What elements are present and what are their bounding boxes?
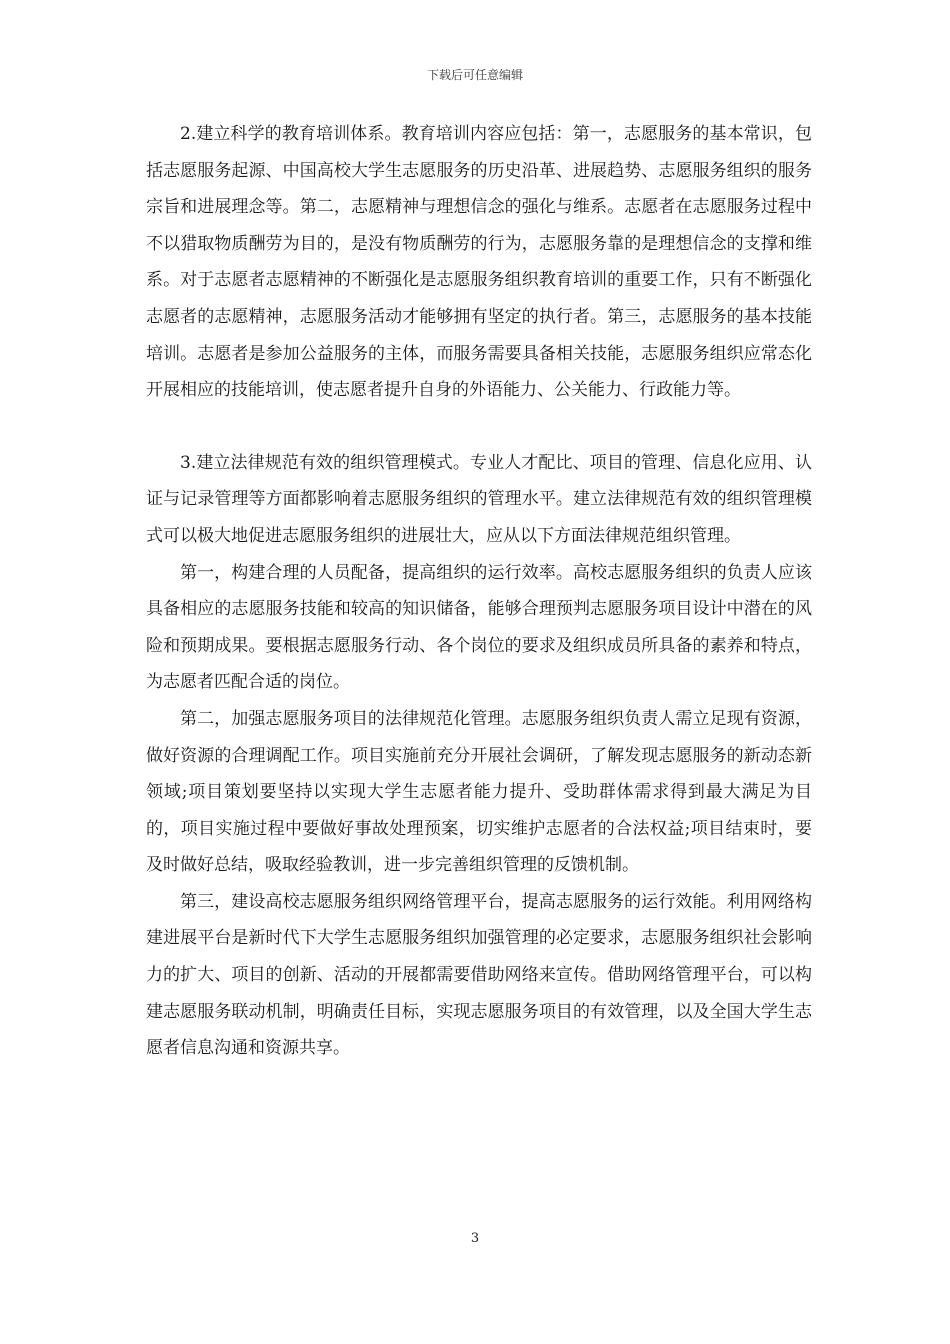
paragraph-education-training: 2.建立科学的教育培训体系。教育培训内容应包括：第一，志愿服务的基本常识，包括志愿服务起源、中国高校大学生志愿服务的历史沿革、进展趋势、志愿服务组织的服务宗旨和进展理念等。第二，志愿精神与理想信念的强化与维系。志愿者在志愿服务过程中不以猎取物质酬劳为目的，是没有物质酬劳的行为，志愿服务靠的是理想信念的支撑和维系。对于志愿者志愿精神的不断强化是志愿服务组织教育培训的重要工作，只有不断强化志愿者的志愿精神，志愿服务活动才能够拥有坚定的执行者。第三，志愿服务的基本技能培训。志愿者是参加公益服务的主体，而服务需要具备相关技能，志愿服务组织应常态化开展相应的技能培训，使志愿者提升自身的外语能力、公关能力、行政能力等。 bbox=[146, 124, 812, 401]
paragraph-gap bbox=[146, 409, 812, 445]
paragraph-staffing: 第一，构建合理的人员配备，提高组织的运行效率。高校志愿服务组织的负责人应该具备相应的志愿服务技能和较高的知识储备，能够合理预判志愿服务项目设计中潜在的风险和预期成果。要根据志愿服务行动、各个岗位的要求及组织成员所具备的素养和特点，为志愿者匹配合适的岗位。 bbox=[146, 562, 812, 693]
document-body bbox=[146, 116, 812, 1067]
paragraph-network-platform: 第三，建设高校志愿服务组织网络管理平台，提高志愿服务的运行效能。利用网络构建进展平台是新时代下大学生志愿服务组织加强管理的必定要求，志愿服务组织社会影响力的扩大、项目的创新、活动的开展都需要借助网络来宣传。借助网络管理平台，可以构建志愿服务联动机制，明确责任目标，实现志愿服务项目的有效管理，以及全国大学生志愿者信息沟通和资源共享。 bbox=[146, 891, 812, 1059]
page-number: 3 bbox=[470, 1231, 480, 1246]
paragraph-organization-management: 3.建立法律规范有效的组织管理模式。专业人才配比、项目的管理、信息化应用、认证与记录管理等方面都影响着志愿服务组织的管理水平。建立法律规范有效的组织管理模式可以极大地促进志愿服务组织的进展壮大，应从以下方面法律规范组织管理。 bbox=[146, 452, 812, 546]
paragraph-project-management: 第二，加强志愿服务项目的法律规范化管理。志愿服务组织负责人需立足现有资源，做好资源的合理调配工作。项目实施前充分开展社会调研，了解发现志愿服务的新动态新领域;项目策划要坚持以实现大学生志愿者能力提升、受助群体需求得到最大满足为目的，项目实施过程中要做好事故处理预案，切实维护志愿者的合法权益;项目结束时，要及时做好总结，吸取经验教训，进一步完善组织管理的反馈机制。 bbox=[146, 708, 812, 876]
page-header: 下载后可任意编辑 bbox=[426, 68, 523, 82]
